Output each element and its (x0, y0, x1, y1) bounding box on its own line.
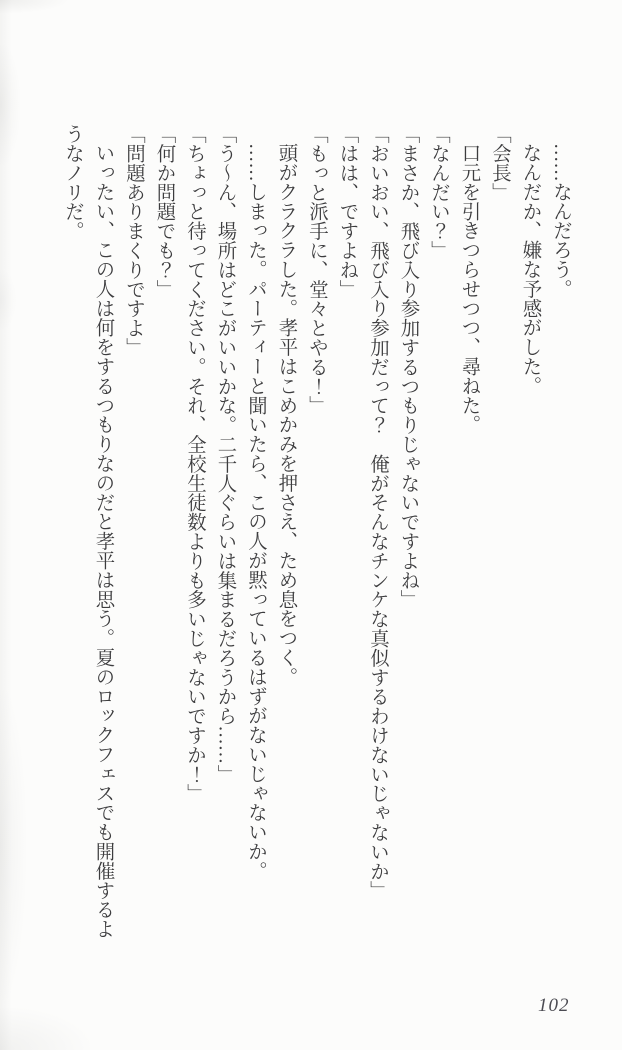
page-number: 102 (538, 995, 570, 1016)
text-line: 「もっと派手に、堂々とやる！」 (306, 124, 327, 415)
text-line: 「おいおい、飛び入り参加だって？ 俺がそんなチンケな真似するわけないじゃないか」 (367, 124, 388, 900)
text-line: 「問題ありまくりですよ」 (123, 124, 144, 357)
vertical-text-block (57, 124, 576, 946)
text-line: いったい、この人は何をするつもりなのだと孝平は思う。夏のロックフェスでも開催するようなノリだ。 (62, 124, 114, 939)
text-line: 「はは、ですよね」 (336, 124, 358, 299)
scan-artifact-upper-left (0, 45, 20, 165)
text-line: 「ちょっと待ってください。それ、全校生徒数よりも多いじゃないですか！」 (184, 124, 205, 803)
text-line: ……しまった。パーティーと聞いたら、この人が黙っているはずがないじゃないか。 (245, 143, 266, 881)
text-line: 「何か問題でも？」 (153, 124, 175, 299)
scan-artifact-mid-left (0, 270, 16, 330)
scan-artifact-top-left (0, 0, 70, 14)
text-line: 口元を引きつらせつつ、尋ねた。 (458, 143, 480, 435)
scan-artifact-bottom-left (0, 1008, 90, 1050)
scan-edge-left (0, 0, 12, 1050)
text-line: 「まさか、飛び入り参加するつもりじゃないですよね」 (397, 124, 419, 609)
text-line: 「なんだい？」 (428, 124, 449, 260)
text-line: ……なんだろう。 (550, 143, 571, 299)
scan-artifact-lower-left (0, 690, 26, 1000)
text-line: 「う〜ん、場所はどこがいいかな。二千人ぐらいは集まるだろうから……」 (214, 124, 236, 784)
text-line: 「会長」 (489, 124, 510, 202)
text-line: 頭がクラクラした。孝平はこめかみを押さえ、ため息をつく。 (275, 143, 297, 687)
text-line: なんだか、嫌な予感がした。 (519, 143, 541, 396)
